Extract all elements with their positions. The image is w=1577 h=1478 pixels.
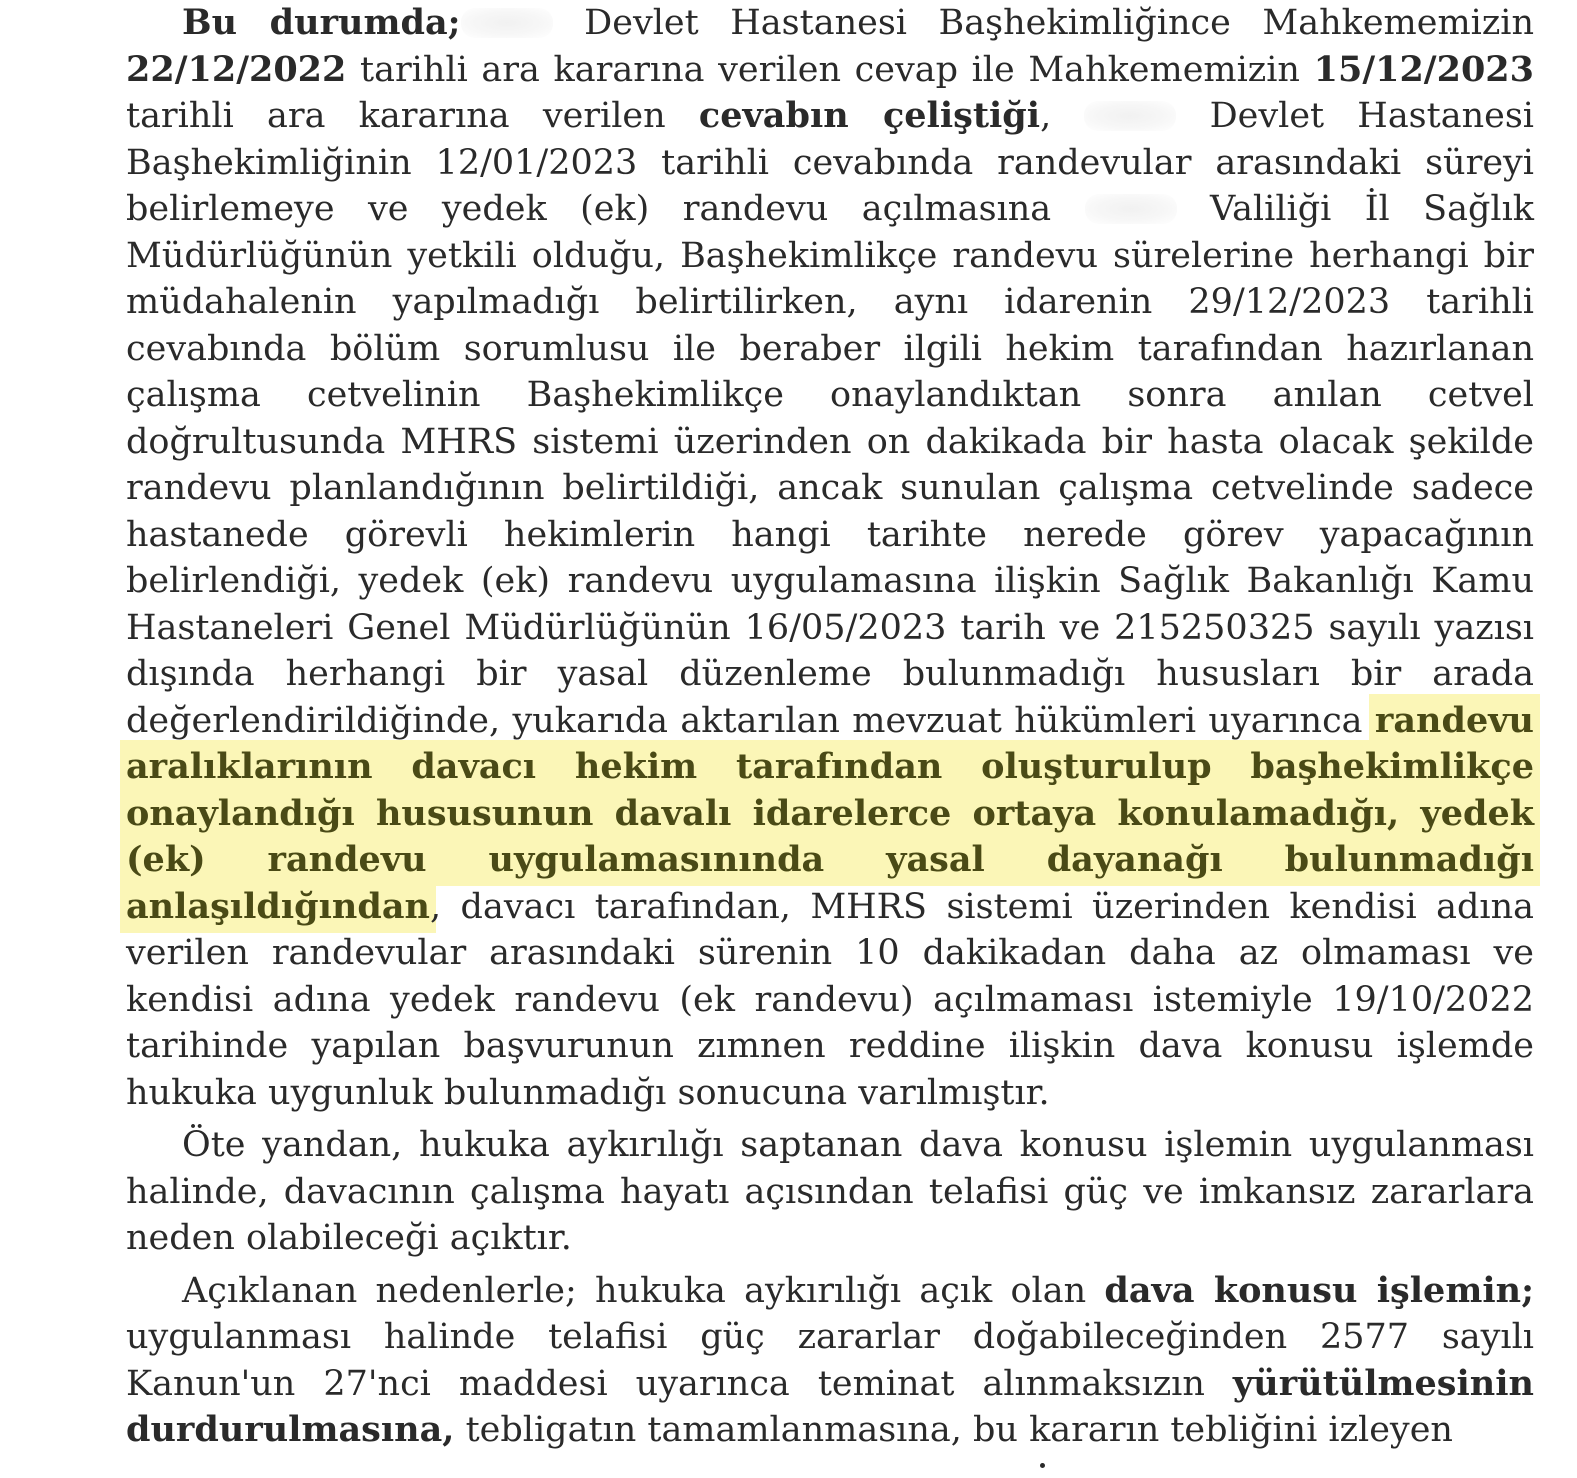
- text-span: , davacı tarafından, MHRS sistemi üzerinden kendisi adına verilen randevular arasındaki sürenin 10 dakikadan daha az olmaması ve kendisi adına yedek randevu (ek randevu) açılmaması istemiyle 19/10/2022 tarihinde yapılan başvurunun zımnen reddine ilişkin dava konusu işlemde hukuka uygunluk bulunmadığı sonucuna varılmıştır.: [126, 886, 1534, 1113]
- redacted-city: [1085, 194, 1177, 224]
- bold-stay-of-execution: yürütülmesinin durdurulmasına,: [126, 1362, 1534, 1450]
- text-span: Devlet Hastanesi Başhekimliğinin 12/01/2023 tarihli cevabında randevular arasındaki süreyi belirlemeye ve yedek (ek) randevu açılmasına: [126, 96, 1534, 229]
- scan-artifact-dot: [1040, 1463, 1045, 1468]
- text-span: Açıklanan nedenlerle; hukuka aykırılığı açık olan: [182, 1270, 1105, 1311]
- text-span: tebligatın tamamlanmasına, bu kararın tebliğini izleyen: [454, 1410, 1453, 1450]
- text-span: ,: [1040, 96, 1085, 136]
- text-span: tarihli ara kararına verilen cevap ile Mahkememizin: [346, 49, 1314, 90]
- text-span: Devlet Hastanesi Başhekimliğince Mahkememizin: [552, 3, 1535, 43]
- highlighted-passage: randevu aralıklarının davacı hekim tarafından oluşturulup başhekimlikçe onaylandığı hususunun davalı idarelerce ortaya konulamadığı, yedek (ek) randevu uygulamasınında yasal dayanağı bulunmadığı anlaşıldığından: [126, 699, 1534, 927]
- date-bold-1: 22/12/2022: [126, 48, 347, 90]
- paragraph-reasoning: [126, 0, 1534, 1116]
- text-span: uygulanması halinde telafisi güç zararlar doğabileceğinden 2577 sayılı Kanun'un 27'nci maddesi uyarınca teminat alınmaksızın: [126, 1317, 1534, 1404]
- redacted-city: [1084, 101, 1176, 131]
- lead-phrase: Bu durumda;: [182, 2, 461, 43]
- document-page: [126, 0, 1534, 1454]
- text-span: Valiliği İl Sağlık Müdürlüğünün yetkili olduğu, Başhekimlikçe randevu sürelerine herhangi bir müdahalenin yapılmadığı belirtilirken, aynı idarenin 29/12/2023 tarihli cevabında bölüm sorumlusu ile beraber ilgili hekim tarafından hazırlanan çalışma cetvelinin Başhekimlikçe onaylandıktan sonra anılan cetvel doğrultusunda MHRS sistemi üzerinden on dakikada bir hasta olacak şekilde randevu planlandığının belirtildiği, ancak sunulan çalışma cetvelinde sadece hastanede görevli hekimlerin hangi tarihte nerede görev yapacağının belirlendiği, yedek (ek) randevu uygulamasına ilişkin Sağlık Bakanlığı Kamu Hastaneleri Genel Müdürlüğünün 16/05/2023 tarih ve 215250325 sayılı yazısı dışında herhangi bir yasal düzenleme bulunmadığı hususları bir arada değerlendirildiğinde, yukarıda aktarılan mevzuat hükümleri uyarınca: [126, 189, 1535, 741]
- redacted-city: [461, 8, 553, 38]
- paragraph-decision: [126, 1268, 1534, 1454]
- date-bold-2: 15/12/2023: [1313, 48, 1534, 90]
- paragraph-irreparable-harm: [126, 1122, 1534, 1262]
- bold-subject-act: dava konusu işlemin;: [1104, 1269, 1535, 1311]
- bold-contradiction: cevabın çeliştiği: [698, 95, 1041, 136]
- text-span: Öte yandan, hukuka aykırılığı saptanan dava konusu işlemin uygulanması halinde, davacının çalışma hayatı açısından telafisi güç ve imkansız zararlara neden olabileceği açıktır.: [126, 1125, 1534, 1258]
- text-span: tarihli ara kararına verilen: [126, 96, 699, 136]
